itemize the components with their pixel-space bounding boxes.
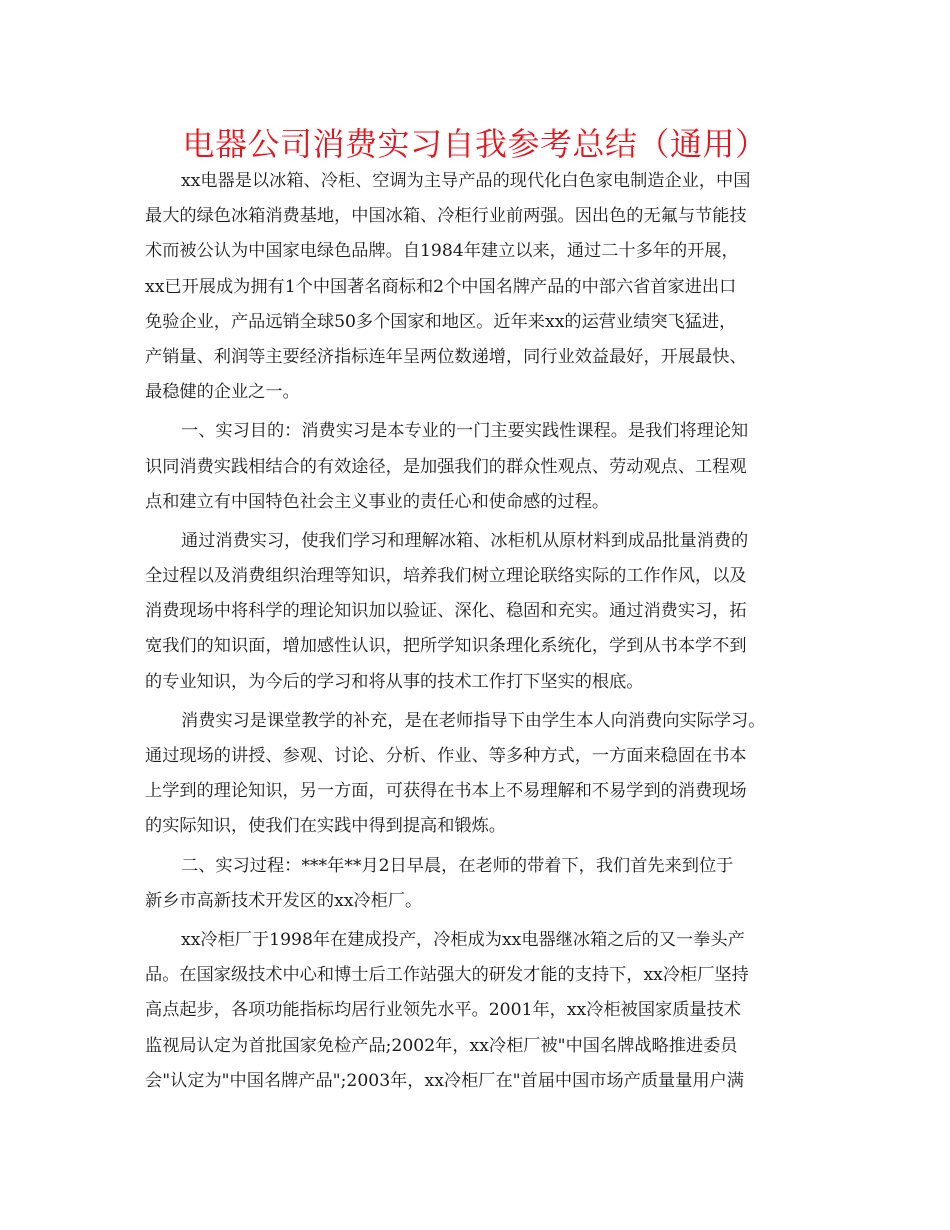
body-line: 全过程以及消费组织治理等知识，培养我们树立理论联络实际的工作作风，以及: [145, 566, 747, 587]
body-line: 最大的绿色冰箱消费基地，中国冰箱、冷柜行业前两强。因出色的无氟与节能技: [145, 206, 747, 227]
document-body: [145, 164, 805, 1099]
body-line: xx电器是以冰箱、冷柜、空调为主导产品的现代化白色家电制造企业，中国: [181, 171, 751, 191]
body-line: 上学到的理论知识，另一方面，可获得在书本上不易理解和不易学到的消费现场: [145, 781, 747, 802]
body-line: 消费实习是课堂教学的补充，是在老师指导下由学生本人向消费向实际学习。: [181, 710, 766, 731]
body-line: 通过现场的讲授、参观、讨论、分析、作业、等多种方式，一方面来稳固在书本: [145, 746, 747, 766]
body-line: 的实际知识，使我们在实践中得到提高和锻炼。: [145, 816, 506, 837]
body-line: 会"认定为"中国名牌产品";2003年，xx冷柜厂在"首届中国市场产质量量用户满: [145, 1070, 744, 1091]
body-line: 点和建立有中国特色社会主义事业的责任心和使命感的过程。: [145, 491, 610, 512]
body-line: xx已开展成为拥有1个中国著名商标和2个中国名牌产品的中部六省首家进出口: [145, 276, 737, 297]
body-line: 品。在国家级技术中心和博士后工作站强大的研发才能的支持下，xx冷柜厂坚持: [145, 965, 749, 986]
body-line: 二、实习过程：***年**月2日早晨，在老师的带着下，我们首先来到位于: [181, 855, 734, 876]
body-line: 一、实习目的：消费实习是本专业的一门主要实践性课程。是我们将理论知: [181, 421, 749, 442]
body-line: 的专业知识，为今后的学习和将从事的技术工作打下坚实的根底。: [145, 671, 644, 692]
body-line: 通过消费实习，使我们学习和理解冰箱、冰柜机从原材料到成品批量消费的: [181, 530, 749, 551]
body-line: 高点起步，各项功能指标均居行业领先水平。2001年，xx冷柜被国家质量技术: [145, 1000, 741, 1021]
body-line: 最稳健的企业之一。: [145, 382, 300, 403]
body-line: 消费现场中将科学的理论知识加以验证、深化、稳固和充实。通过消费实习，拓: [145, 601, 747, 622]
body-line: xx冷柜厂于1998年在建成投产，冷柜成为xx电器继冰箱之后的又一拳头产: [181, 929, 745, 950]
body-line: 识同消费实践相结合的有效途径，是加强我们的群众性观点、劳动观点、工程观: [145, 456, 747, 477]
document-title: 电器公司消费实习自我参考总结（通用）: [182, 125, 768, 163]
body-line: 产销量、利润等主要经济指标连年呈两位数递增，同行业效益最好，开展最快、: [145, 346, 747, 367]
body-line: 宽我们的知识面，增加感性认识，把所学知识条理化系统化，学到从书本学不到: [145, 636, 747, 657]
body-line: 新乡市高新技术开发区的xx冷柜厂。: [145, 890, 423, 911]
body-line: 监视局认定为首批国家免检产品;2002年，xx冷柜厂被"中国名牌战略推进委员: [145, 1035, 738, 1056]
body-line: 免验企业，产品远销全球50多个国家和地区。近年来xx的运营业绩突飞猛进，: [145, 311, 737, 332]
body-line: 术而被公认为中国家电绿色品牌。自1984年建立以来，通过二十多年的开展，: [145, 241, 739, 262]
